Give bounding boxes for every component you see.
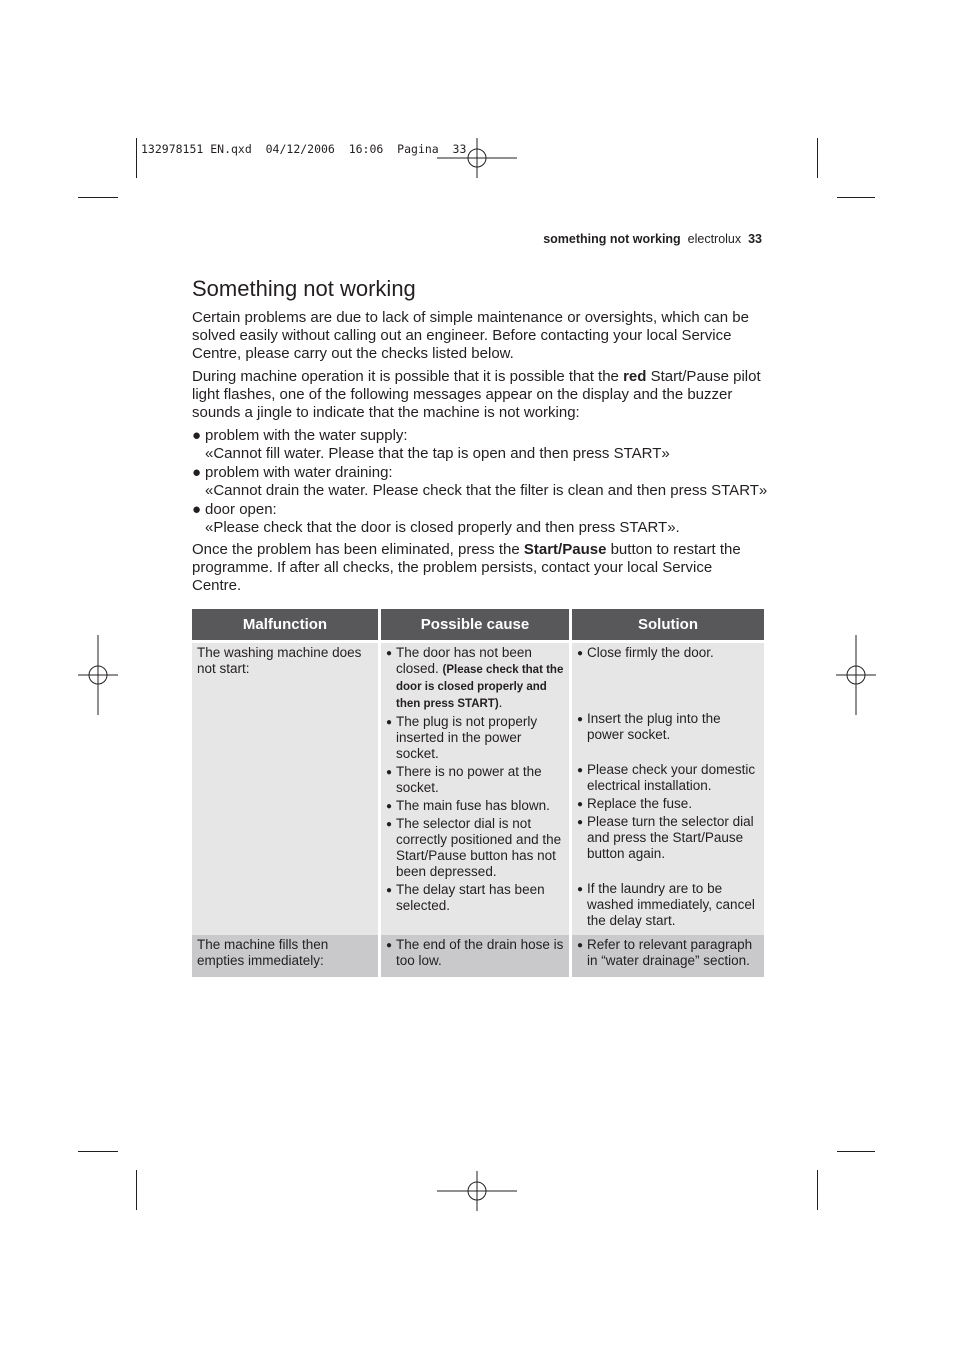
- error-message-list: [192, 427, 768, 537]
- bullet-icon: ●: [192, 501, 202, 518]
- bullet-icon: ●: [577, 799, 584, 810]
- malfunction-text: The machine fills then empties immediately:: [197, 937, 329, 968]
- para2-text-end: Start/Pause pilot light flashes, one of the following messages appear on the display and the buzzer sounds a jingle to indicate that the machine is not working:: [192, 368, 761, 421]
- cause-text: The end of the drain hose is too low.: [396, 937, 564, 968]
- main-content: [192, 274, 768, 977]
- crop-mark-top-left-h: [78, 197, 118, 198]
- list-item: [192, 501, 764, 537]
- page-title: Something not working: [192, 276, 416, 301]
- message-quote: «Cannot fill water. Please that the tap is open and then press START»: [205, 445, 670, 462]
- bullet-icon: ●: [577, 884, 584, 895]
- cause-text: The plug is not properly inserted in the power socket.: [396, 714, 538, 761]
- cause-text: The door has not been closed.: [396, 645, 532, 676]
- column-header-solution: Solution: [572, 609, 764, 640]
- registration-mark-bottom-icon: [437, 1171, 517, 1211]
- cause-item: [386, 816, 565, 880]
- running-head: [543, 232, 762, 246]
- solution-text: Replace the fuse.: [587, 796, 693, 811]
- para3-text-end: button to restart the programme. If after all checks, the problem persists, contact your local Service Centre.: [192, 541, 741, 594]
- cause-text: The main fuse has blown.: [396, 798, 550, 813]
- cause-note-bold: (Please check that the door is closed properly and then press START): [396, 664, 564, 710]
- malfunction-text: The washing machine does not start:: [197, 645, 362, 676]
- solution-item: [577, 645, 760, 711]
- para2-bold-red: red: [623, 368, 647, 385]
- cause-item: [386, 714, 565, 762]
- bullet-icon: ●: [386, 885, 393, 896]
- bullet-icon: ●: [577, 817, 584, 828]
- bullet-icon: ●: [386, 767, 393, 778]
- table-row: [192, 935, 764, 977]
- cause-text: The selector dial is not correctly positioned and the Start/Pause button has not been depressed.: [396, 816, 562, 879]
- solution-item: [577, 814, 760, 881]
- solution-cell: [572, 640, 764, 935]
- message-quote: «Please check that the door is closed properly and then press START».: [205, 519, 680, 536]
- crop-mark-top-right-v: [817, 138, 818, 178]
- solution-text: Refer to relevant paragraph in “water drainage” section.: [587, 937, 753, 968]
- cause-item: [386, 937, 565, 969]
- list-item: [192, 464, 768, 500]
- solution-item: [577, 881, 760, 929]
- cause-cell: [381, 935, 569, 977]
- solution-cell: [572, 935, 764, 977]
- restart-paragraph: [192, 541, 764, 595]
- solution-item: [577, 796, 760, 814]
- cause-item: [386, 764, 565, 796]
- crop-mark-top-right-h: [837, 197, 875, 198]
- print-slug: 132978151 EN.qxd 04/12/2006 16:06 Pagina 33: [141, 142, 467, 156]
- cause-item: [386, 645, 565, 712]
- bullet-icon: ●: [577, 765, 584, 776]
- solution-text: If the laundry are to be washed immediately, cancel the delay start.: [587, 881, 755, 928]
- page-number: 33: [748, 232, 762, 246]
- bullet-icon: ●: [386, 819, 393, 830]
- solution-item: [577, 762, 760, 796]
- cause-item: [386, 882, 565, 914]
- bullet-icon: ●: [192, 464, 202, 481]
- bullet-icon: ●: [577, 940, 584, 951]
- solution-item: [577, 711, 760, 762]
- column-header-malfunction: Malfunction: [192, 609, 378, 640]
- para2-text-start: During machine operation it is possible that it is possible that the: [192, 368, 624, 385]
- cause-item: [386, 798, 565, 814]
- table-header-row: [192, 609, 764, 640]
- running-head-section: something not working: [543, 232, 681, 246]
- running-head-brand: electrolux: [687, 232, 742, 246]
- column-header-possible-cause: Possible cause: [381, 609, 569, 640]
- bullet-icon: ●: [192, 427, 202, 444]
- crop-mark-top-left-v: [136, 138, 137, 178]
- crop-mark-bottom-right-h: [837, 1151, 875, 1152]
- malfunction-cell: [192, 640, 378, 935]
- cause-text: There is no power at the socket.: [396, 764, 542, 795]
- solution-text: Please turn the selector dial and press the Start/Pause button again.: [587, 814, 754, 861]
- intro-paragraph: Certain problems are due to lack of simple maintenance or oversights, which can be solved easily without calling out an engineer. Before contacting your local Service Centre, please carry out the checks listed below.: [192, 309, 749, 362]
- bullet-icon: ●: [386, 801, 393, 812]
- pilot-light-paragraph: [192, 368, 764, 422]
- para3-bold-start-pause: Start/Pause: [523, 541, 607, 558]
- message-label: door open:: [205, 501, 277, 518]
- cause-text: The delay start has been selected.: [396, 882, 545, 913]
- message-quote: «Cannot drain the water. Please check that the filter is clean and then press START»: [205, 482, 768, 499]
- table-row: [192, 640, 764, 935]
- cause-cell: [381, 640, 569, 935]
- crop-mark-bottom-left-h: [78, 1151, 118, 1152]
- troubleshooting-table: [189, 609, 767, 977]
- solution-item: [577, 937, 760, 969]
- bullet-icon: ●: [577, 648, 584, 659]
- solution-text: Close firmly the door.: [587, 645, 714, 660]
- message-label: problem with the water supply:: [205, 427, 408, 444]
- bullet-icon: ●: [386, 717, 393, 728]
- bullet-icon: ●: [386, 940, 393, 951]
- cause-note-tail: .: [498, 695, 503, 710]
- bullet-icon: ●: [386, 648, 393, 659]
- registration-mark-left-icon: [78, 635, 118, 715]
- solution-text: Please check your domestic electrical installation.: [587, 762, 756, 793]
- crop-mark-bottom-right-v: [817, 1170, 818, 1210]
- message-label: problem with water draining:: [205, 464, 393, 481]
- solution-text: Insert the plug into the power socket.: [587, 711, 721, 742]
- crop-mark-bottom-left-v: [136, 1170, 137, 1210]
- para3-text-start: Once the problem has been eliminated, press the: [192, 541, 524, 558]
- list-item: [192, 427, 764, 463]
- malfunction-cell: [192, 935, 378, 977]
- bullet-icon: ●: [577, 714, 584, 725]
- registration-mark-right-icon: [836, 635, 876, 715]
